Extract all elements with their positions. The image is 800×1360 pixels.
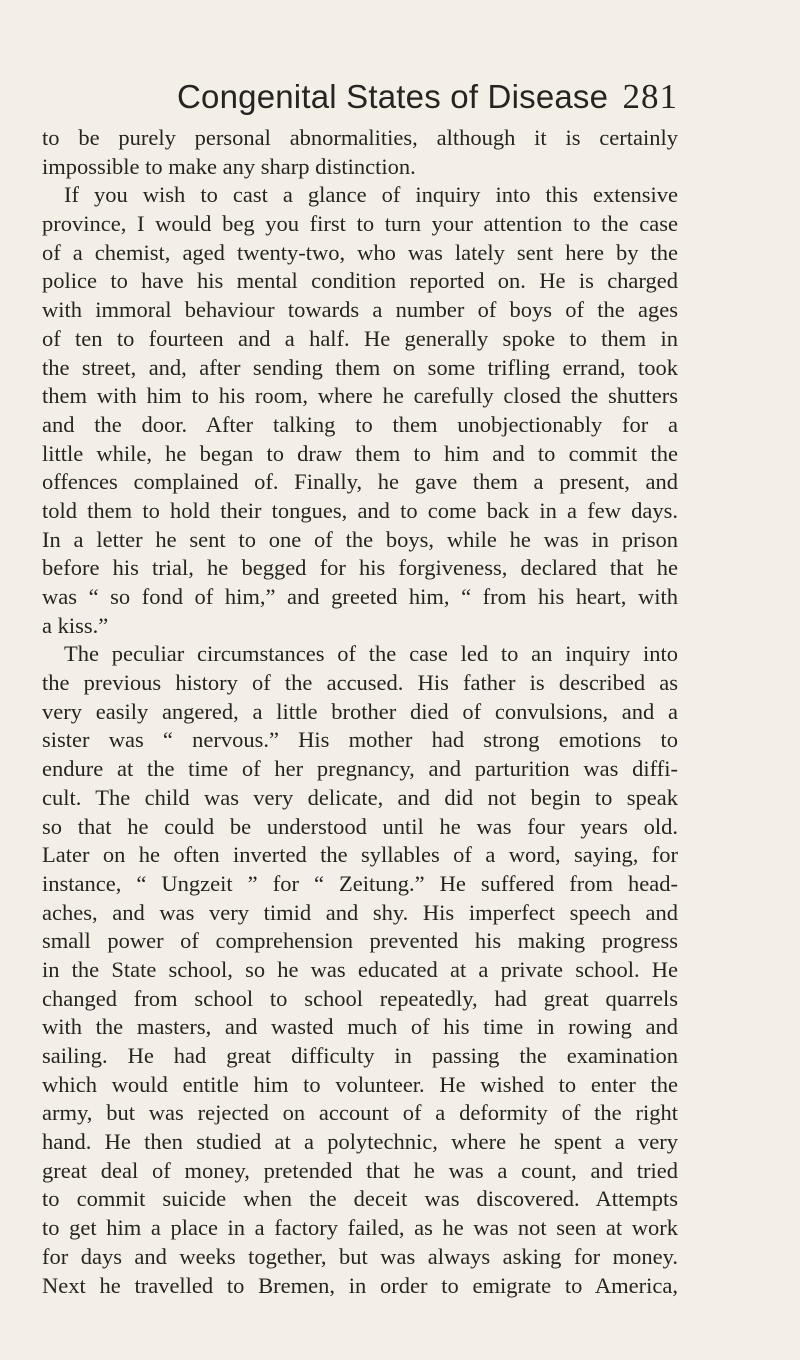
- text-line: If you wish to cast a glance of inquiry into this extensive: [64, 182, 678, 208]
- text-line: sister was “ nervous.” His mother had strong emotions to: [42, 727, 678, 753]
- text-line: the street, and, after sending them on some trifling errand, took: [42, 354, 678, 380]
- text-line: which would entitle him to volunteer. He wished to enter the: [42, 1071, 678, 1097]
- text-line: endure at the time of her pregnancy, and parturition was diffi-: [42, 756, 678, 782]
- text-line: was “ so fond of him,” and greeted him, “ from his heart, with: [42, 584, 678, 609]
- text-line: The peculiar circumstances of the case led to an inquiry into: [64, 641, 678, 667]
- text-line: Later on he often inverted the syllables of a word, saying, for: [42, 842, 678, 868]
- text-line: the previous history of the accused. His father is described as: [42, 670, 678, 696]
- text-line: offences complained of. Finally, he gave them a present, and: [42, 469, 678, 495]
- text-line: small power of comprehension prevented his making progress: [42, 928, 678, 954]
- text-line: for days and weeks together, but was always asking for money.: [42, 1243, 678, 1269]
- text-line: cult. The child was very delicate, and did not begin to speak: [42, 784, 678, 810]
- text-line: them with him to his room, where he carefully closed the shutters: [42, 383, 678, 409]
- text-line: of a chemist, aged twenty-two, who was lately sent here by the: [42, 239, 678, 265]
- text-line: to be purely personal abnormalities, although it is certainly: [42, 125, 678, 150]
- text-line: with immoral behaviour towards a number of boys of the ages: [42, 297, 678, 323]
- text-line: aches, and was very timid and shy. His imperfect speech and: [42, 899, 678, 925]
- text-line: great deal of money, pretended that he was a count, and tried: [42, 1157, 678, 1183]
- text-line: changed from school to school repeatedly, had great quarrels: [42, 985, 678, 1011]
- running-head-title: Congenital States of Disease: [177, 78, 609, 115]
- text-line: very easily angered, a little brother died of convulsions, and a: [42, 698, 678, 724]
- text-line: with the masters, and wasted much of his time in rowing and: [42, 1014, 678, 1040]
- text-line: province, I would beg you first to turn your attention to the case: [42, 211, 678, 237]
- body-text: [42, 124, 678, 1300]
- text-line: of ten to fourteen and a half. He generally spoke to them in: [42, 325, 678, 351]
- text-line: before his trial, he begged for his forgiveness, declared that he: [42, 555, 678, 581]
- text-line: so that he could be understood until he was four years old.: [42, 813, 678, 839]
- text-line: army, but was rejected on account of a deformity of the right: [42, 1100, 678, 1126]
- text-line: little while, he began to draw them to him and to commit the: [42, 440, 678, 466]
- text-line: hand. He then studied at a polytechnic, where he spent a very: [42, 1129, 678, 1155]
- text-line: Next he travelled to Bremen, in order to emigrate to America,: [42, 1272, 678, 1298]
- text-line: sailing. He had great difficulty in passing the examination: [42, 1043, 678, 1068]
- text-line: and the door. After talking to them unobjectionably for a: [42, 411, 678, 437]
- text-line: a kiss.”: [42, 612, 109, 638]
- text-line: instance, “ Ungzeit ” for “ Zeitung.” He suffered from head-: [42, 870, 678, 896]
- text-line: In a letter he sent to one of the boys, while he was in prison: [42, 526, 678, 552]
- text-line: in the State school, so he was educated at a private school. He: [42, 956, 678, 982]
- text-line: impossible to make any sharp distinction.: [42, 153, 416, 179]
- text-line: told them to hold their tongues, and to come back in a few days.: [42, 497, 678, 523]
- text-line: police to have his mental condition reported on. He is charged: [42, 268, 678, 294]
- text-line: to commit suicide when the deceit was discovered. Attempts: [42, 1186, 678, 1212]
- page-number: 281: [622, 77, 678, 116]
- text-line: to get him a place in a factory failed, as he was not seen at work: [42, 1215, 678, 1241]
- running-head: [42, 72, 678, 122]
